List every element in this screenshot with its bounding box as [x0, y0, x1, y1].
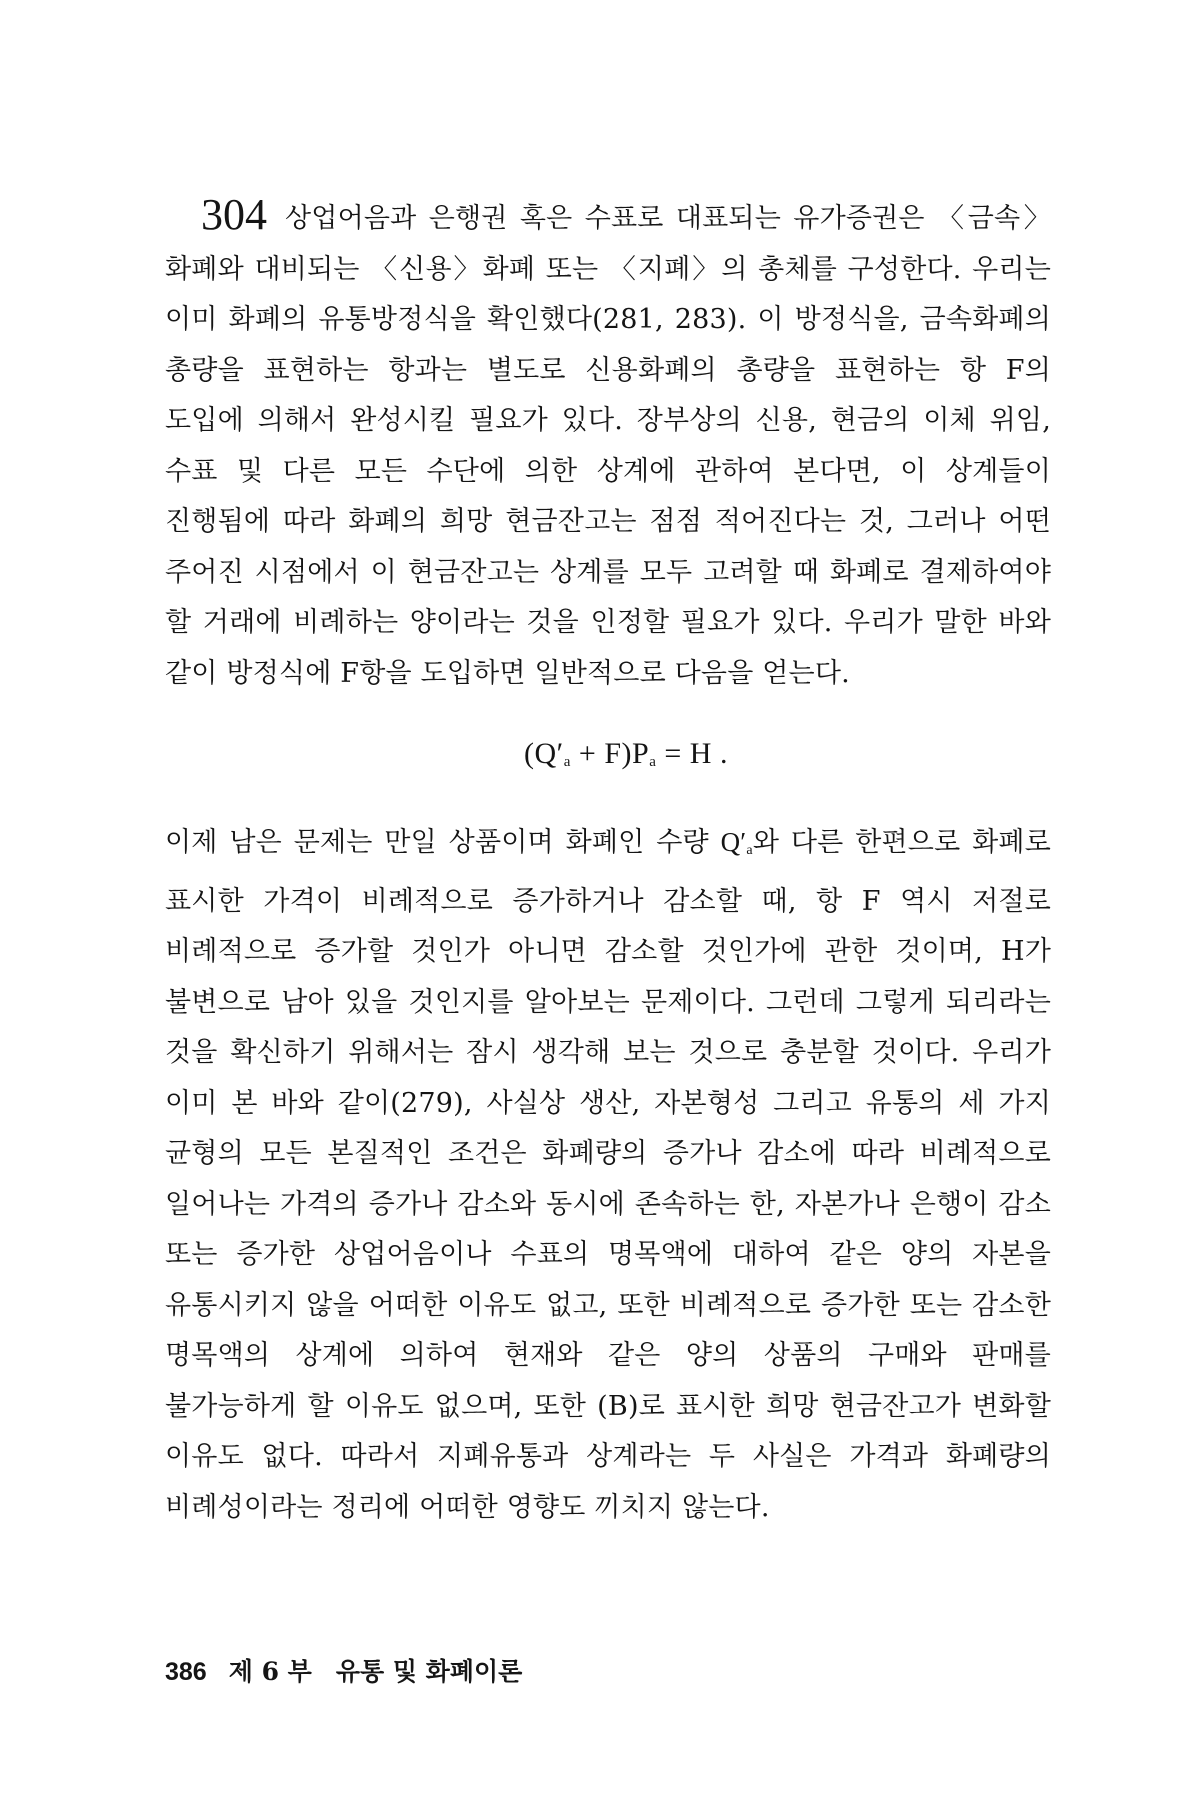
equation-price-subscript: a	[649, 754, 657, 770]
equation-lhs-open: (Q′	[524, 737, 564, 770]
equation-lhs-subscript: a	[563, 754, 571, 770]
page-footer	[165, 1657, 522, 1687]
circulation-equation	[165, 729, 1051, 787]
section-304	[165, 190, 1051, 1533]
section-number: 304	[201, 190, 267, 239]
paragraph-2-text-after: 와 다른 한편으로 화폐로 표시한 가격이 비례적으로 증가하거나 감소할 때, 항 F 역시 저절로 비례적으로 증가할 것인가 아니면 감소할 것인가에 관한 것이며, H가 불변으로 남아 있을 것인지를 알아보는 문제이다. 그런데 그렇게 되리라는 것을 확신하기 위해서는 잠시 생각해 보는 것으로 충분할 것이다. 우리가 이미 본 바와 같이(279), 사실상 생산, 자본형성 그리고 유통의 세 가지 균형의 모든 본질적인 조건은 화폐량의 증가나 감소에 따라 비례적으로 일어나는 가격의 증가나 감소와 동시에 존속하는 한, 자본가나 은행이 감소 또는 증가한 상업어음이나 수표의 명목액에 대하여 같은 양의 자본을 유통시키지 않을 어떠한 이유도 없고, 또한 비례적으로 증가한 또는 감소한 명목액의 상계에 의하여 현재와 같은 양의 상품의 구매와 판매를 불가능하게 할 이유도 없으며, 또한 (B)로 표시한 희망 현금잔고가 변화할 이유도 없다. 따라서 지폐유통과 상계라는 두 사실은 가격과 화폐량의 비례성이라는 정리에 어떠한 영향도 끼치지 않는다.	[165, 827, 1051, 1523]
inline-formula-subscript: a	[746, 843, 753, 858]
paragraph-2-text-before: 이제 남은 문제는 만일 상품이며 화폐인 수량	[165, 827, 721, 858]
paragraph-1-text: 상업어음과 은행권 혹은 수표로 대표되는 유가증권은 〈금속〉화폐와 대비되는 〈신용〉화폐 또는 〈지폐〉의 총체를 구성한다. 우리는 이미 화폐의 유통방정식을 확인했다(281, 283). 이 방정식을, 금속화폐의 총량을 표현하는 항과는 별도로 신용화폐의 총량을 표현하는 항 F의 도입에 의해서 완성시킬 필요가 있다. 장부상의 신용, 현금의 이체 위임, 수표 및 다른 모든 수단에 의한 상계에 관하여 본다면, 이 상계들이 진행됨에 따라 화폐의 희망 현금잔고는 점점 적어진다는 것, 그러나 어떤 주어진 시점에서 이 현금잔고는 상계를 모두 고려할 때 화폐로 결제하여야 할 거래에 비례하는 양이라는 것을 인정할 필요가 있다. 우리가 말한 바와 같이 방정식에 F항을 도입하면 일반적으로 다음을 얻는다.	[165, 203, 1051, 689]
running-title: 유통 및 화폐이론	[335, 1657, 523, 1686]
equation-lhs-rest: + F)P	[570, 737, 650, 770]
equation-rhs: = H .	[656, 737, 728, 770]
paragraph-1	[165, 190, 1051, 699]
inline-formula-symbol: Q′	[720, 827, 747, 857]
inline-formula	[721, 827, 753, 857]
part-label: 제 6 부	[228, 1657, 312, 1686]
paragraph-2	[165, 817, 1051, 1533]
page-number: 386	[165, 1658, 207, 1686]
